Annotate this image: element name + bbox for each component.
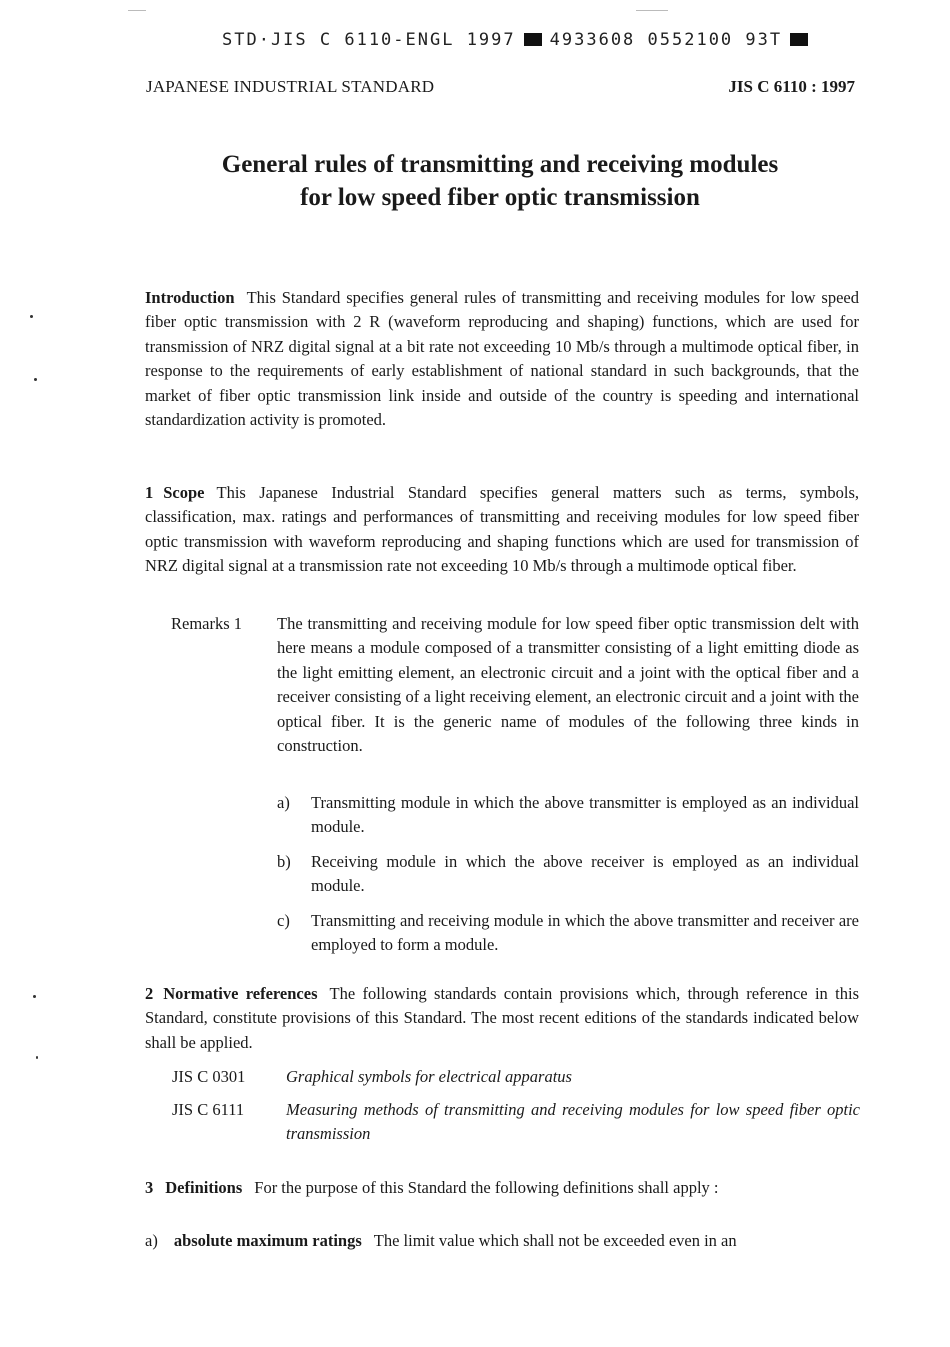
list-item-label: a) xyxy=(277,793,290,812)
scan-stamp xyxy=(222,30,862,50)
definitions-paragraph xyxy=(145,1176,859,1200)
title-line-2: for low speed fiber optic transmission xyxy=(300,184,700,211)
list-item-label: b) xyxy=(277,852,291,871)
stamp-block xyxy=(524,33,542,46)
header-right: JIS C 6110 : 1997 xyxy=(728,77,855,96)
scan-mark xyxy=(128,10,146,11)
reference-title: Graphical symbols for electrical apparatus xyxy=(286,1067,572,1086)
title-line-1: General rules of transmitting and receiving modules xyxy=(221,151,779,178)
list-item-text: Transmitting module in which the above transmitter is employed as an individual module. xyxy=(311,793,859,837)
introduction-label: Introduction xyxy=(145,288,235,307)
scan-speck xyxy=(34,378,37,381)
scope-label: Scope xyxy=(163,483,205,502)
reference-title: Measuring methods of transmitting and receiving modules for low speed fiber optic transmission xyxy=(286,1100,860,1144)
scan-speck xyxy=(33,995,36,998)
definitions-label: Definitions xyxy=(165,1178,243,1197)
stamp-block xyxy=(790,33,808,46)
introduction-text: This Standard specifies general rules of transmitting and receiving modules for low speed fiber optic transmission with 2 R (waveform reproducing and shaping) functions, which are used for transmission of NRZ digital signal at a bit rate not exceeding 10 Mb/s through a multimode optical fiber, in response to the requirements of early establishment of national standard in such backgrounds, that the market of fiber optic transmission link inside and outside of the country is speeding and international standardization activity is promoted. xyxy=(145,288,859,430)
normref-number: 2 xyxy=(145,984,154,1003)
scope-text: This Japanese Industrial Standard specifies general matters such as terms, symbols, classification, max. ratings and performances of transmitting and receiving modules for low speed fiber optic transmission with waveform reproducing and shaping functions which are used for transmission of NRZ digital signal at a transmission rate not exceeding 10 Mb/s through a multimode optical fiber. xyxy=(145,483,859,576)
scan-speck xyxy=(36,1056,38,1059)
remarks-label: Remarks 1 xyxy=(171,614,243,633)
stamp-left: STD·JIS C 6110-ENGL 1997 xyxy=(222,30,516,50)
definition-text: The limit value which shall not be exceeded even in an xyxy=(373,1231,737,1250)
reference-code: JIS C 0301 xyxy=(172,1067,246,1086)
scan-speck xyxy=(30,315,33,318)
stamp-right: 4933608 0552100 93T xyxy=(549,30,783,50)
definition-term: absolute maximum ratings xyxy=(173,1231,362,1250)
definitions-text: For the purpose of this Standard the following definitions shall apply : xyxy=(254,1178,719,1197)
scope-paragraph xyxy=(145,481,859,579)
list-item-text: Receiving module in which the above receiver is employed as an individual module. xyxy=(311,852,859,896)
scope-number: 1 xyxy=(145,483,154,502)
remarks-text: The transmitting and receiving module for low speed fiber optic transmission delt with here means a module composed of a transmitter consisting of a light emitting diode as the light emitting element, an electronic circuit and a joint with the optical fiber and a receiver consisting of a light receiving element, an electronic circuit and a joint with the optical fiber. It is the generic name of modules of the following three kinds in construction. xyxy=(277,614,859,756)
list-item-label: c) xyxy=(277,911,290,930)
scan-mark xyxy=(636,10,668,11)
definition-item-a xyxy=(145,1229,859,1253)
document-title xyxy=(100,148,900,214)
definitions-number: 3 xyxy=(145,1178,154,1197)
normref-text: The following standards contain provisions which, through reference in this Standard, constitute provisions of this Standard. The most recent editions of the standards indicated below shall be applied. xyxy=(145,984,859,1052)
list-item-text: Transmitting and receiving module in which the above transmitter and receiver are employed to form a module. xyxy=(311,911,859,955)
introduction-paragraph xyxy=(145,286,859,432)
header-left: JAPANESE INDUSTRIAL STANDARD xyxy=(146,77,435,96)
normref-label: Normative references xyxy=(163,984,318,1003)
definition-item-label: a) xyxy=(145,1231,158,1250)
normative-references-paragraph xyxy=(145,982,859,1055)
reference-code: JIS C 6111 xyxy=(172,1100,245,1119)
